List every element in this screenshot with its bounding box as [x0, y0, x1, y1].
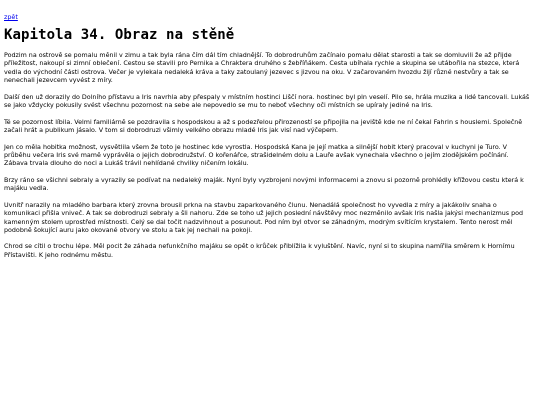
chapter-paragraph: Chrod se cítil o trochu lépe. Měl pocit že záhada nefunkčního majáku se opět o krůček přiblížila k vyluštění. Navíc, nyní si to skupina namířila směrem k Hornímu Přístavišti. K jeho rodnému městu. — [4, 243, 515, 259]
back-link[interactable]: zpět — [4, 13, 18, 21]
chapter-paragraph: Podzim na ostrově se pomalu měnil v zimu a tak byla rána čím dál tím chladnější. To dobrodruhům začínalo pomalu dělat starosti a tak se domluvili že až přijde příležitost, nakoupí si zimní oblečení. Cestou se stavili pro Pernika a Chraktera druhého s žebříňákem. Cesta ubíhala rychle a skupina se utábořila na stezce, která vedla do východní části ostrova. Večer je vylekala nedaleká kráva a taky zatoulaný jezevec s jizvou na oku. V začarovaném hvozdu žijí různé nestvůry a tak se nenechali jezevcem vyvést z míry. — [4, 52, 520, 85]
chapter-paragraph: Další den už dorazily do Dolního přístavu a Iris navrhla aby přespaly v místním hostinci Liščí nora. hostinec byl pln veselí. Pilo se, hrála muzika a lidé tancovali. Lukáš se jako vždycky pokusily svést všechnu pozornost na sebe ale nepovedlo se mu to neboť všechny oči místních se upíraly jediné na Iris. — [4, 93, 530, 110]
chapter-paragraph: Uvnitř narazily na mladého barbara který zrovna brousil prkna na stavbu zaparkovaného člunu. Nenadálá společnost ho vyvedla z míry a jakákoliv snaha o komunikaci přišla vniveč. A tak se dobrodruzi sebraly a šli nahoru. Zde se toho už jejich poslední návštěvy moc nezměnilo avšak Iris našla jakýsi mechanizmus pod kamenným stolem uprostřed místnosti. Celý se dal točit nadzvihnout a posunout. Pod ním byl otvor se záhadným, modrým svítícím krystalem. Tento nerost měl podobně šokující auru jako okované otvory ve stolu a tak jej nechali na pokoji. — [4, 201, 524, 234]
chapter-title: Kapitola 34. Obraz na stěně — [4, 27, 235, 43]
chapter-paragraph: Té se pozornost líbila. Velmi familiárně se pozdravila s hospodskou a až s podezřelou přirozeností se připojila na jeviště kde ne ní čekal Fahrin s houslemi. Společně začali hrát a publikum jásalo. V tom si dobrodruzi všimly velkého obrazu mladé Iris jak visí nad výčepem. — [4, 118, 523, 135]
chapter-paragraph: Jen co měla hobitka možnost, vysvětlila všem že toto je hostinec kde vyrostla. Hospodská Kana je její matka a silnější hobit který pracoval v kuchyni je Turo. V průběhu večera Iris své mamě vyprávěla o jejich dobrodružství. O kořenářce, strašidelném dolu a Lauře avšak vynechala všechno o jejím zlodějském počínání. Zábava trvala dlouho do noci a Lukáš trávil nehlídané chvilky ničením lokálu. — [4, 143, 509, 168]
chapter-paragraph: Brzy ráno se všichni sebraly a vyrazily se podívat na nedaleký maják. Nyní byly vyzbrojeni novými informacemi a znovu si pozorně prohlédly křížovou cestu která k majáku vedla. — [4, 176, 524, 193]
